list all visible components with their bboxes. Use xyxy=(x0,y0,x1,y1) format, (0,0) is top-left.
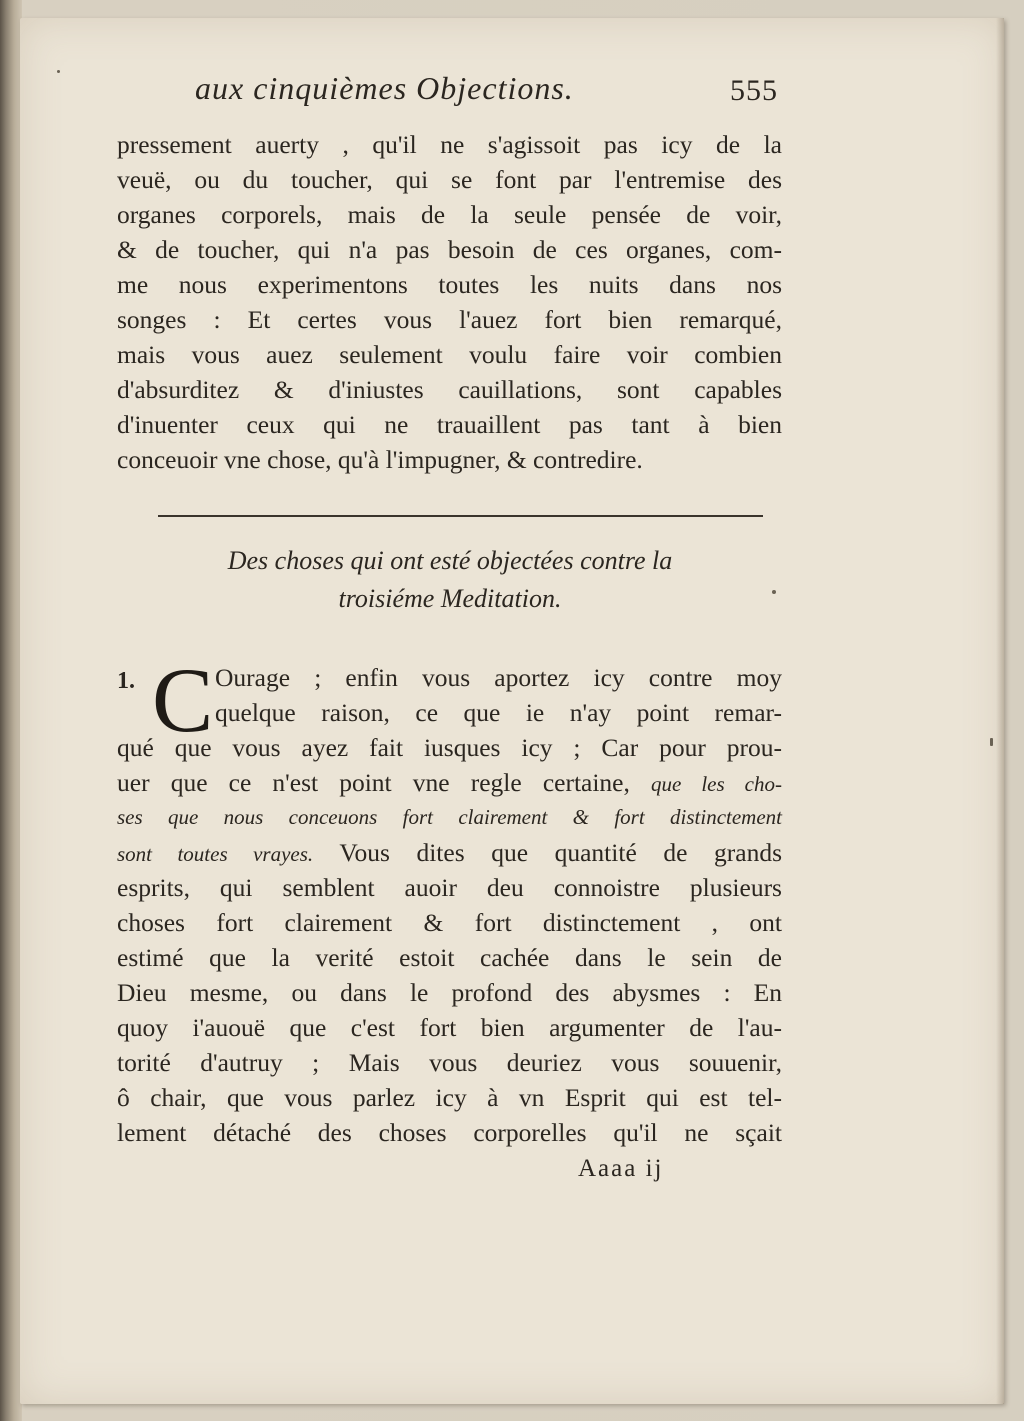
text-segment: Vous dites que quantité de grands xyxy=(339,838,782,867)
text-segment: uer que ce n'est point vne regle certaine, xyxy=(117,768,630,797)
paper-speck xyxy=(990,738,993,746)
text-line: conceuoir vne chose, qu'à l'impugner, & contredire. xyxy=(117,445,643,474)
section-heading-line-1: Des choses qui ont esté objectées contre la xyxy=(227,546,673,575)
page-edge-shadow xyxy=(996,18,1004,1404)
text-line: lement détaché des choses corporelles qu'il ne sçait xyxy=(117,1118,782,1147)
section-divider-rule xyxy=(158,515,763,517)
text-line: pressement auerty , qu'il ne s'agissoit pas icy de la xyxy=(117,130,782,159)
text-line: d'inuenter ceux qui ne trauaillent pas tant à bien xyxy=(117,410,782,439)
text-line: qué que vous ayez fait iusques icy ; Car pour prou- xyxy=(117,733,782,762)
section-number: 1. xyxy=(117,668,135,694)
text-line: Ourage ; enfin vous aportez icy contre moy xyxy=(215,663,782,692)
paragraph-2 xyxy=(117,660,782,1150)
section-heading xyxy=(120,542,780,618)
paragraph-1 xyxy=(117,127,782,477)
text-line: quoy i'auouë que c'est fort bien argumenter de l'au- xyxy=(117,1013,782,1042)
text-line: & de toucher, qui n'a pas besoin de ces organes, com- xyxy=(117,235,782,264)
text-line: choses fort clairement & fort distinctement , ont xyxy=(117,908,782,937)
text-line: mais vous auez seulement voulu faire voir combien xyxy=(117,340,782,369)
italic-quote-line: ses que nous conceuons fort clairement & fort distinctement xyxy=(117,805,782,829)
text-line: songes : Et certes vous l'auez fort bien remarqué, xyxy=(117,305,782,334)
text-line: estimé que la verité estoit cachée dans le sein de xyxy=(117,943,782,972)
text-line-mixed xyxy=(117,835,782,870)
text-line: torité d'autruy ; Mais vous deuriez vous souuenir, xyxy=(117,1048,782,1077)
text-line: esprits, qui semblent auoir deu connoistre plusieurs xyxy=(117,873,782,902)
text-line: ô chair, que vous parlez icy à vn Esprit qui est tel- xyxy=(117,1083,782,1112)
text-line: veuë, ou du toucher, qui se font par l'entremise des xyxy=(117,165,782,194)
page-number: 555 xyxy=(730,74,778,107)
italic-quote-segment: sont toutes vrayes. xyxy=(117,842,314,866)
section-heading-line-2: troisiéme Meditation. xyxy=(338,584,562,613)
italic-quote-segment: que les cho- xyxy=(651,772,782,796)
text-line: me nous experimentons toutes les nuits dans nos xyxy=(117,270,782,299)
text-line: d'absurditez & d'iniustes cauillations, sont capables xyxy=(117,375,782,404)
binding-edge xyxy=(0,0,22,1421)
running-head-title: aux cinquièmes Objections. xyxy=(195,70,574,106)
text-line: Dieu mesme, ou dans le profond des abysmes : En xyxy=(117,978,782,1007)
paper-speck xyxy=(772,590,776,594)
catchword-signature: Aaaa ij xyxy=(578,1155,664,1182)
text-line: quelque raison, ce que ie n'ay point remar- xyxy=(215,698,782,727)
text-line: organes corporels, mais de la seule pensée de voir, xyxy=(117,200,782,229)
paper-speck xyxy=(57,70,60,73)
drop-capital: C xyxy=(152,649,214,751)
text-line-mixed xyxy=(117,765,782,800)
